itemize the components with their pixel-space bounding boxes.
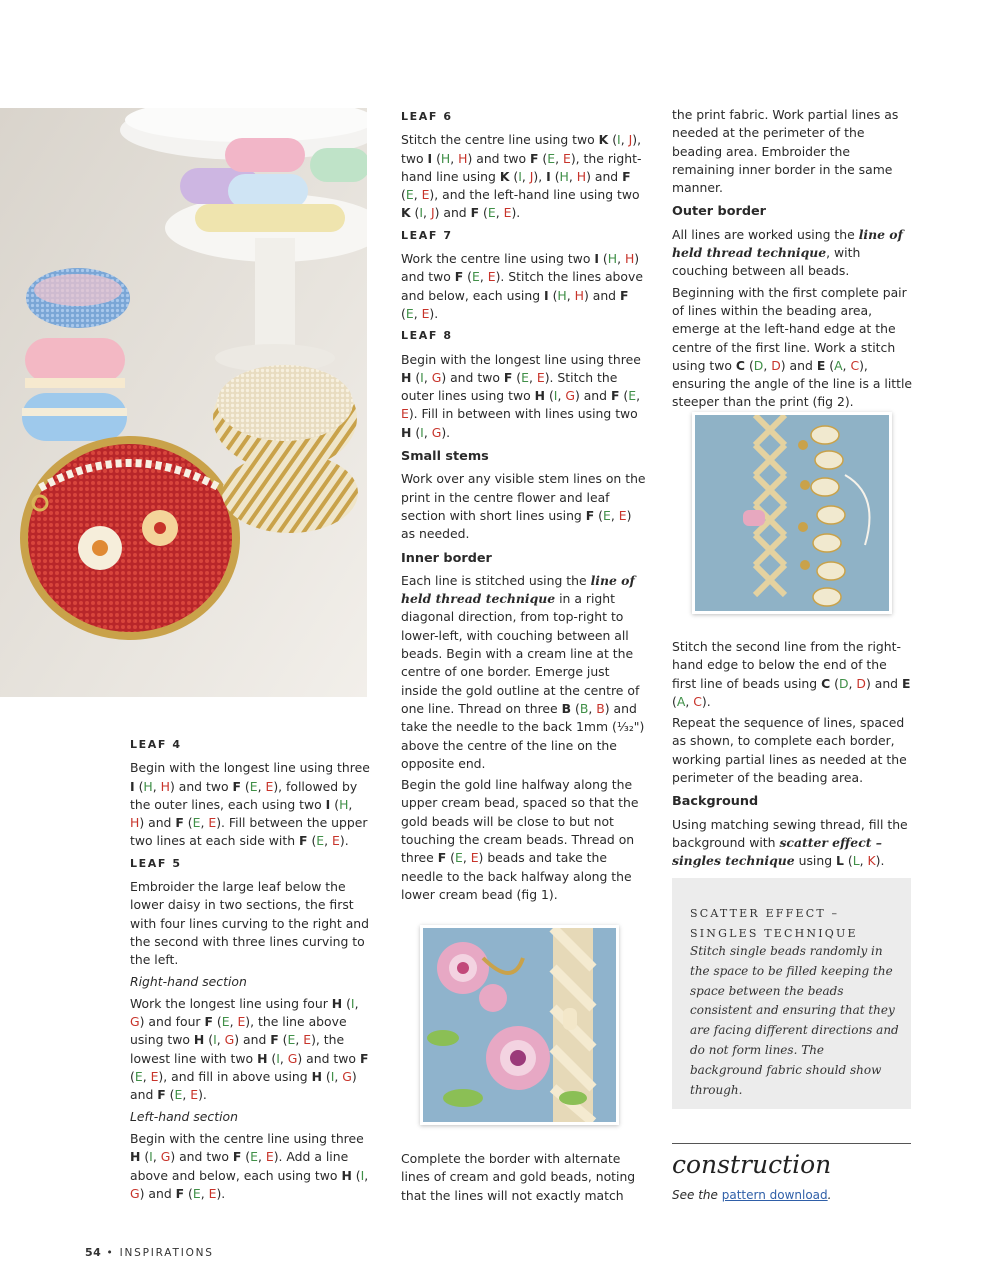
left-hand-text: Begin with the centre line using three H (I, G) and two F (E, E). Add a line above and below, each using two H (I, G) and F (E, E). xyxy=(130,1130,369,1201)
macaron-purses-photo xyxy=(0,108,367,697)
leaf8-text: Begin with the longest line using three H (I, G) and two F (E, E). Stitch the outer lines using two H (I, G) and F (E, E). Fill in between with lines using two H (I, G). xyxy=(401,351,641,440)
leaf6-text: Stitch the centre line using two K (I, J), two I (H, H) and two F (E, E), the right-hand line using K (I, J), I (H, H) and F (E, E), and the left-hand line using two K (I, J) and F (E, E). xyxy=(401,132,642,221)
right-hand-text: Work the longest line using four H (I, G) and four F (E, E), the line above using two H (I, G) and F (E, E), the lowest line with two H (I, G) and two F (E, E), and fill in above using H (I, G) and F (E, E). xyxy=(130,995,369,1103)
fig2-photo xyxy=(692,412,892,614)
column-left xyxy=(130,732,370,1206)
leaf7-text: Work the centre line using two I (H, H) and two F (E, E). Stitch the lines above and below, each using I (H, H) and F (E, E). xyxy=(401,251,643,321)
scatter-effect-box xyxy=(672,878,911,1109)
leaf5-text: Embroider the large leaf below the lower daisy in two sections, the first with four lines curving to the right and the second with three lines curving to the left. xyxy=(130,879,370,968)
outer-border-text-3: Stitch the second line from the right-hand edge to below the end of the first line of beads using C (D, D) and E (A, C). xyxy=(672,639,911,709)
inner-border-text-2: Begin the gold line halfway along the upper cream bead, spaced so that the gold beads will be close to but not touching the cream beads. Thread on three F (E, E) beads and take the needle to the back halfway along the lower cream bead (fig 1). xyxy=(401,777,639,902)
footer-bullet: • xyxy=(106,1247,115,1259)
outer-border-text-2: Beginning with the first complete pair of lines within the beading area, emerge at the left-hand edge at the centre of the first line. Work a stitch using two C (D, D) and E (A, C), ensuring the angle of the line is a little steeper than the print (fig 2). xyxy=(672,284,913,410)
magazine-name: INSPIRATIONS xyxy=(119,1247,214,1259)
inner-border-text-1: Each line is stitched using the line of held thread technique in a right diagonal direction, from top-right to lower-left, with couching between all beads. Begin with a cream line at the centre of one border. Emerge just inside the gold outline at the centre of one line. Thread on three B (B, B) and take the needle to the back 1mm (¹⁄₃₂") above the centre of the line on the opposite end. xyxy=(401,572,645,771)
scatter-box-text: Stitch single beads randomly in the space to be filled keeping the space between the beads consistent and ensuring that they are facing different directions and do not form lines. The background fabric should show through. xyxy=(690,944,899,1097)
right-hand-heading: Right-hand section xyxy=(130,973,247,989)
column-middle xyxy=(401,104,646,907)
page-footer xyxy=(85,1246,214,1259)
column-right-lower xyxy=(672,638,914,874)
small-stems-text: Work over any visible stem lines on the print in the centre flower and leaf section with short lines using F (E, E) as needed. xyxy=(401,471,646,542)
leaf8-heading: LEAF 8 xyxy=(401,329,453,343)
inner-border-heading: Inner border xyxy=(401,550,492,566)
column-right xyxy=(672,106,914,415)
scatter-box-title: SCATTER EFFECT – SINGLES TECHNIQUE xyxy=(690,907,858,940)
construction-divider xyxy=(672,1143,911,1144)
leaf7-heading: LEAF 7 xyxy=(401,228,453,242)
leaf4-heading: LEAF 4 xyxy=(130,738,182,751)
outer-border-text-1: All lines are worked using the line of held thread technique, with couching between all beads. xyxy=(672,226,903,279)
leaf5-heading: LEAF 5 xyxy=(130,856,182,870)
background-text: Using matching sewing thread, fill the background with scatter effect – singles technique using L (L, K). xyxy=(672,816,908,869)
construction-heading: construction xyxy=(672,1150,832,1179)
small-stems-heading: Small stems xyxy=(401,449,489,465)
complete-border-text: Complete the border with alternate lines of cream and gold beads, noting that the lines will not exactly match xyxy=(401,1151,636,1203)
left-hand-heading: Left-hand section xyxy=(130,1108,238,1124)
construction-note: See the pattern download. xyxy=(672,1188,832,1202)
right-top-text: the print fabric. Work partial lines as needed at the perimeter of the beading area. Embroider the remaining inner border in the same manner. xyxy=(672,107,899,196)
leaf4-text: Begin with the longest line using three I (H, H) and two F (E, E), followed by the outer lines, each using two I (H, H) and F (E, E). Fill between the upper two lines at each side with F (E, E). xyxy=(130,760,370,849)
pattern-download-link[interactable]: pattern download xyxy=(721,1188,828,1202)
page-number: 54 xyxy=(85,1246,102,1259)
outer-border-text-4: Repeat the sequence of lines, spaced as shown, to complete each border, working partial lines as needed at the perimeter of the beading area. xyxy=(672,715,907,786)
outer-border-heading: Outer border xyxy=(672,204,766,220)
fig1-photo xyxy=(420,925,619,1125)
leaf6-heading: LEAF 6 xyxy=(401,110,453,123)
background-heading: Background xyxy=(672,794,759,810)
